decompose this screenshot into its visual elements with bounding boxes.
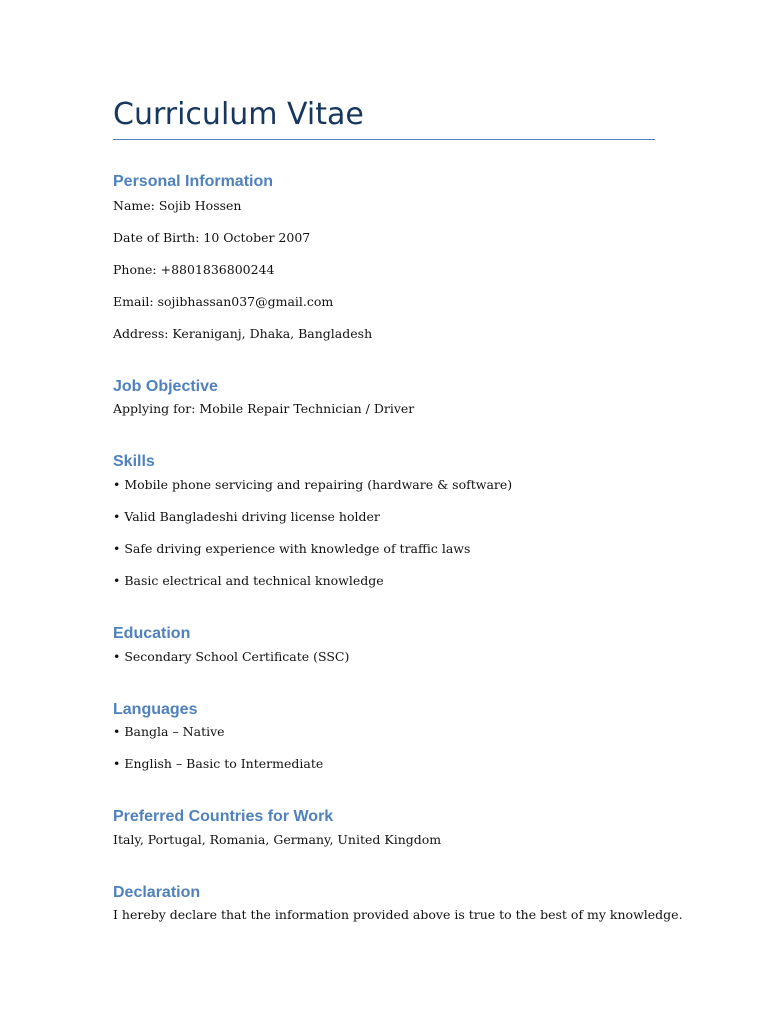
language-item: • English – Basic to Intermediate	[113, 756, 324, 771]
countries-list: Italy, Portugal, Romania, Germany, United Kingdom	[113, 832, 442, 847]
declaration-text: I hereby declare that the information provided above is true to the best of my knowledge.	[113, 907, 683, 922]
section-heading-declaration: Declaration	[113, 884, 201, 901]
section-heading-languages: Languages	[113, 701, 198, 718]
personal-address: Address: Keraniganj, Dhaka, Bangladesh	[113, 326, 373, 341]
education-item: • Secondary School Certificate (SSC)	[113, 649, 350, 664]
skill-item: • Safe driving experience with knowledge of traffic laws	[113, 541, 471, 556]
section-heading-job-objective: Job Objective	[113, 378, 218, 395]
personal-phone: Phone: +8801836800244	[113, 262, 275, 277]
title-divider	[113, 139, 655, 140]
language-item: • Bangla – Native	[113, 724, 225, 739]
section-heading-personal-information: Personal Information	[113, 173, 274, 190]
document-title: Curriculum Vitae	[113, 97, 364, 132]
objective-text: Applying for: Mobile Repair Technician / Driver	[113, 401, 415, 416]
skill-item: • Valid Bangladeshi driving license holder	[113, 509, 380, 524]
personal-date-of-birth: Date of Birth: 10 October 2007	[113, 230, 311, 245]
skill-item: • Mobile phone servicing and repairing (hardware & software)	[113, 477, 513, 492]
personal-email: Email: sojibhassan037@gmail.com	[113, 294, 334, 309]
section-heading-education: Education	[113, 625, 191, 642]
personal-name: Name: Sojib Hossen	[113, 198, 242, 213]
skill-item: • Basic electrical and technical knowledge	[113, 573, 384, 588]
section-heading-preferred-countries: Preferred Countries for Work	[113, 808, 334, 825]
section-heading-skills: Skills	[113, 453, 155, 470]
